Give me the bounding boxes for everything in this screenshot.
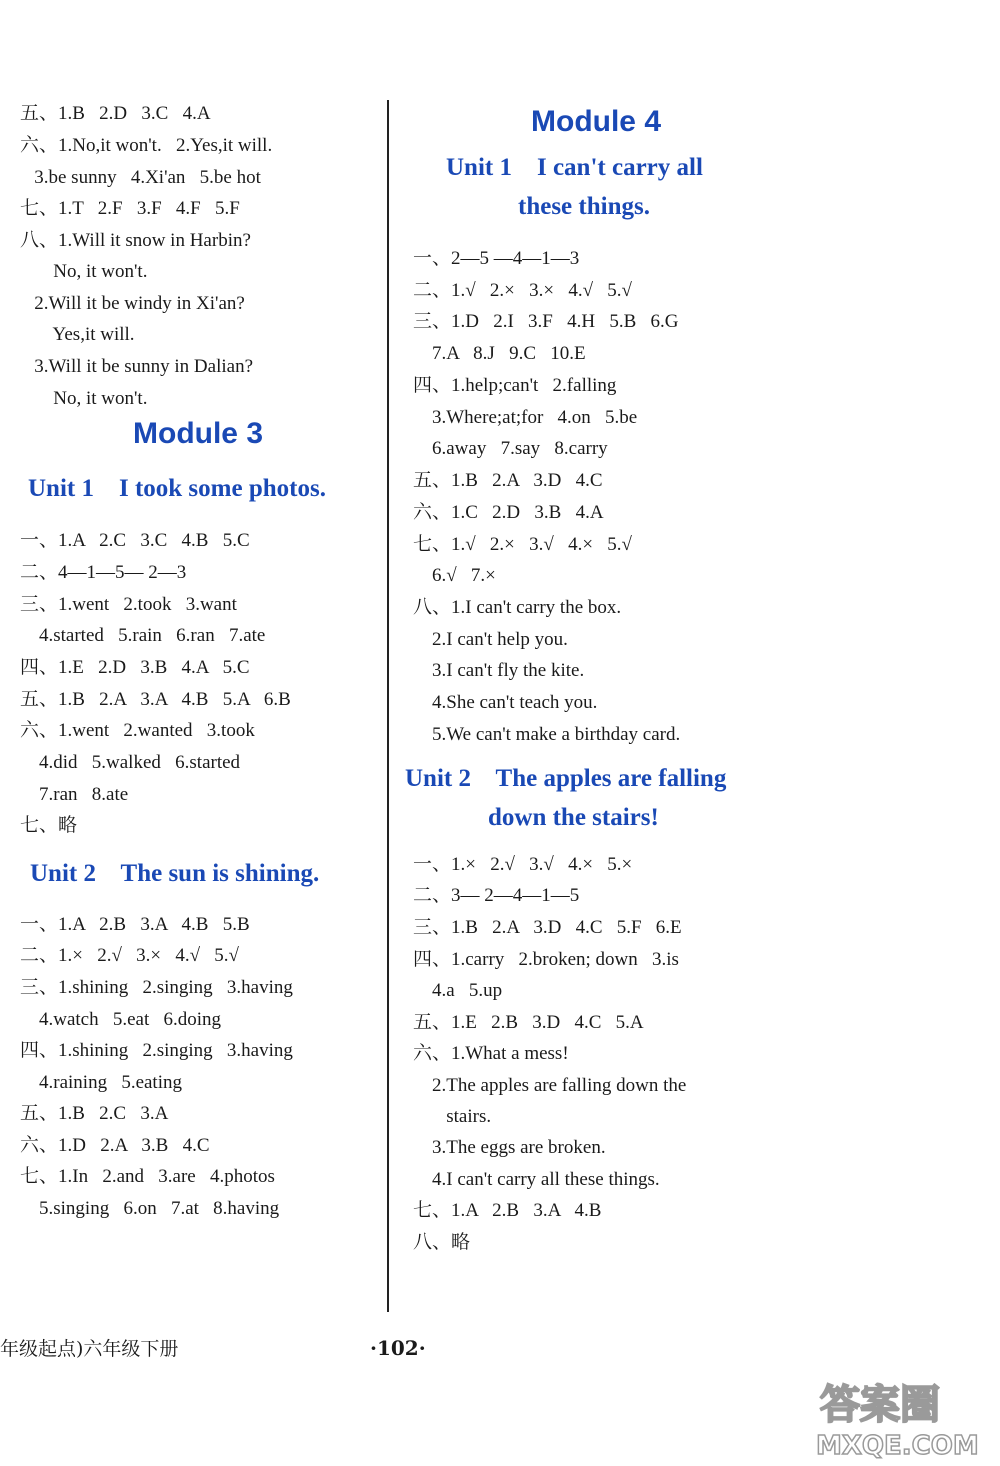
answer-line: 7.ran 8.ate bbox=[20, 784, 129, 805]
answer-line: 三、1.B 2.A 3.D 4.C 5.F 6.E bbox=[413, 917, 682, 938]
answer-line: 3.The eggs are broken. bbox=[413, 1137, 606, 1158]
answer-line: 四、1.carry 2.broken; down 3.is bbox=[413, 949, 679, 970]
answer-line: 五、1.B 2.A 3.D 4.C bbox=[413, 470, 603, 491]
answer-line: 六、1.C 2.D 3.B 4.A bbox=[413, 502, 604, 523]
answer-line: 三、1.went 2.took 3.want bbox=[20, 594, 237, 615]
answer-line: 六、1.D 2.A 3.B 4.C bbox=[20, 1135, 210, 1156]
watermark-top-text: 答案圈 bbox=[820, 1382, 940, 1428]
answer-line: 4.did 5.walked 6.started bbox=[20, 752, 241, 773]
answer-line: 3.be sunny 4.Xi'an 5.be hot bbox=[20, 167, 261, 188]
page-number: ·102· bbox=[370, 1336, 426, 1360]
answer-line: 六、1.No,it won't. 2.Yes,it will. bbox=[20, 135, 273, 156]
answer-line: 二、4—1—5— 2—3 bbox=[20, 562, 187, 583]
answer-line: 五、1.E 2.B 3.D 4.C 5.A bbox=[413, 1012, 644, 1033]
answer-line: 5.singing 6.on 7.at 8.having bbox=[20, 1198, 280, 1219]
answer-line: 4.She can't teach you. bbox=[413, 692, 598, 713]
answer-line: 七、1.√ 2.× 3.√ 4.× 5.√ bbox=[413, 534, 632, 555]
answer-line: 6.away 7.say 8.carry bbox=[413, 438, 608, 459]
answer-line: 7.A 8.J 9.C 10.E bbox=[413, 343, 586, 364]
unit-1-heading-cont: these things. bbox=[518, 193, 650, 220]
answer-line: 2.I can't help you. bbox=[413, 629, 568, 650]
answer-line: 6.√ 7.× bbox=[413, 565, 496, 586]
answer-line: 3.I can't fly the kite. bbox=[413, 660, 585, 681]
answer-line: 四、1.help;can't 2.falling bbox=[413, 375, 617, 396]
answer-line: 六、1.What a mess! bbox=[413, 1043, 569, 1064]
answer-line: 2.Will it be windy in Xi'an? bbox=[20, 293, 245, 314]
answer-line: 五、1.B 2.D 3.C 4.A bbox=[20, 103, 211, 124]
answer-line: 4.I can't carry all these things. bbox=[413, 1169, 660, 1190]
module-3-heading: Module 3 bbox=[133, 417, 264, 450]
answer-line: 2.The apples are falling down the bbox=[413, 1075, 687, 1096]
answer-line: 五、1.B 2.C 3.A bbox=[20, 1103, 169, 1124]
answer-line: 八、1.I can't carry the box. bbox=[413, 597, 622, 618]
answer-line: 二、3— 2—4—1—5 bbox=[413, 885, 580, 906]
answer-line: 4.raining 5.eating bbox=[20, 1072, 182, 1093]
answer-line: 五、1.B 2.A 3.A 4.B 5.A 6.B bbox=[20, 689, 291, 710]
answer-line: No, it won't. bbox=[20, 388, 148, 409]
unit-2-heading: Unit 2 The apples are falling bbox=[405, 765, 727, 792]
answer-line: 七、1.T 2.F 3.F 4.F 5.F bbox=[20, 198, 240, 219]
unit-1-heading: Unit 1 I can't carry all bbox=[446, 154, 703, 181]
column-divider bbox=[387, 100, 389, 1312]
answer-line: 4.watch 5.eat 6.doing bbox=[20, 1009, 222, 1030]
watermark-bottom-text: MXQE.COM bbox=[816, 1431, 979, 1461]
answer-line: 4.started 5.rain 6.ran 7.ate bbox=[20, 625, 266, 646]
answer-line: 八、略 bbox=[413, 1232, 471, 1253]
watermark-icon bbox=[808, 1370, 998, 1462]
answer-line: 一、1.A 2.C 3.C 4.B 5.C bbox=[20, 530, 250, 551]
answer-line: 一、2—5 —4—1—3 bbox=[413, 248, 580, 269]
answer-line: 八、1.Will it snow in Harbin? bbox=[20, 230, 251, 251]
answer-line: 一、1.× 2.√ 3.√ 4.× 5.× bbox=[413, 854, 633, 875]
answer-line: 5.We can't make a birthday card. bbox=[413, 724, 681, 745]
answer-line: 4.a 5.up bbox=[413, 980, 503, 1001]
answer-line: 三、1.D 2.I 3.F 4.H 5.B 6.G bbox=[413, 311, 679, 332]
answer-line: 七、略 bbox=[20, 815, 78, 836]
answer-line: 七、1.A 2.B 3.A 4.B bbox=[413, 1200, 602, 1221]
module-4-heading: Module 4 bbox=[531, 105, 662, 138]
answer-line: 三、1.shining 2.singing 3.having bbox=[20, 977, 293, 998]
answer-line: Yes,it will. bbox=[20, 324, 135, 345]
answer-line: stairs. bbox=[413, 1106, 492, 1127]
answer-line: 七、1.In 2.and 3.are 4.photos bbox=[20, 1166, 275, 1187]
watermark-logo bbox=[808, 1370, 998, 1462]
unit-2-heading: Unit 2 The sun is shining. bbox=[30, 860, 320, 887]
answer-line: No, it won't. bbox=[20, 261, 148, 282]
footer-book-title: 年级起点)六年级下册 bbox=[0, 1338, 179, 1360]
answer-line: 二、1.× 2.√ 3.× 4.√ 5.√ bbox=[20, 945, 239, 966]
answer-line: 六、1.went 2.wanted 3.took bbox=[20, 720, 255, 741]
answer-line: 四、1.shining 2.singing 3.having bbox=[20, 1040, 293, 1061]
answer-line: 3.Will it be sunny in Dalian? bbox=[20, 356, 254, 377]
answer-line: 一、1.A 2.B 3.A 4.B 5.B bbox=[20, 914, 250, 935]
answer-line: 二、1.√ 2.× 3.× 4.√ 5.√ bbox=[413, 280, 632, 301]
unit-2-heading-cont: down the stairs! bbox=[488, 804, 659, 831]
answer-line: 四、1.E 2.D 3.B 4.A 5.C bbox=[20, 657, 250, 678]
answer-line: 3.Where;at;for 4.on 5.be bbox=[413, 407, 638, 428]
unit-1-heading: Unit 1 I took some photos. bbox=[28, 475, 326, 502]
